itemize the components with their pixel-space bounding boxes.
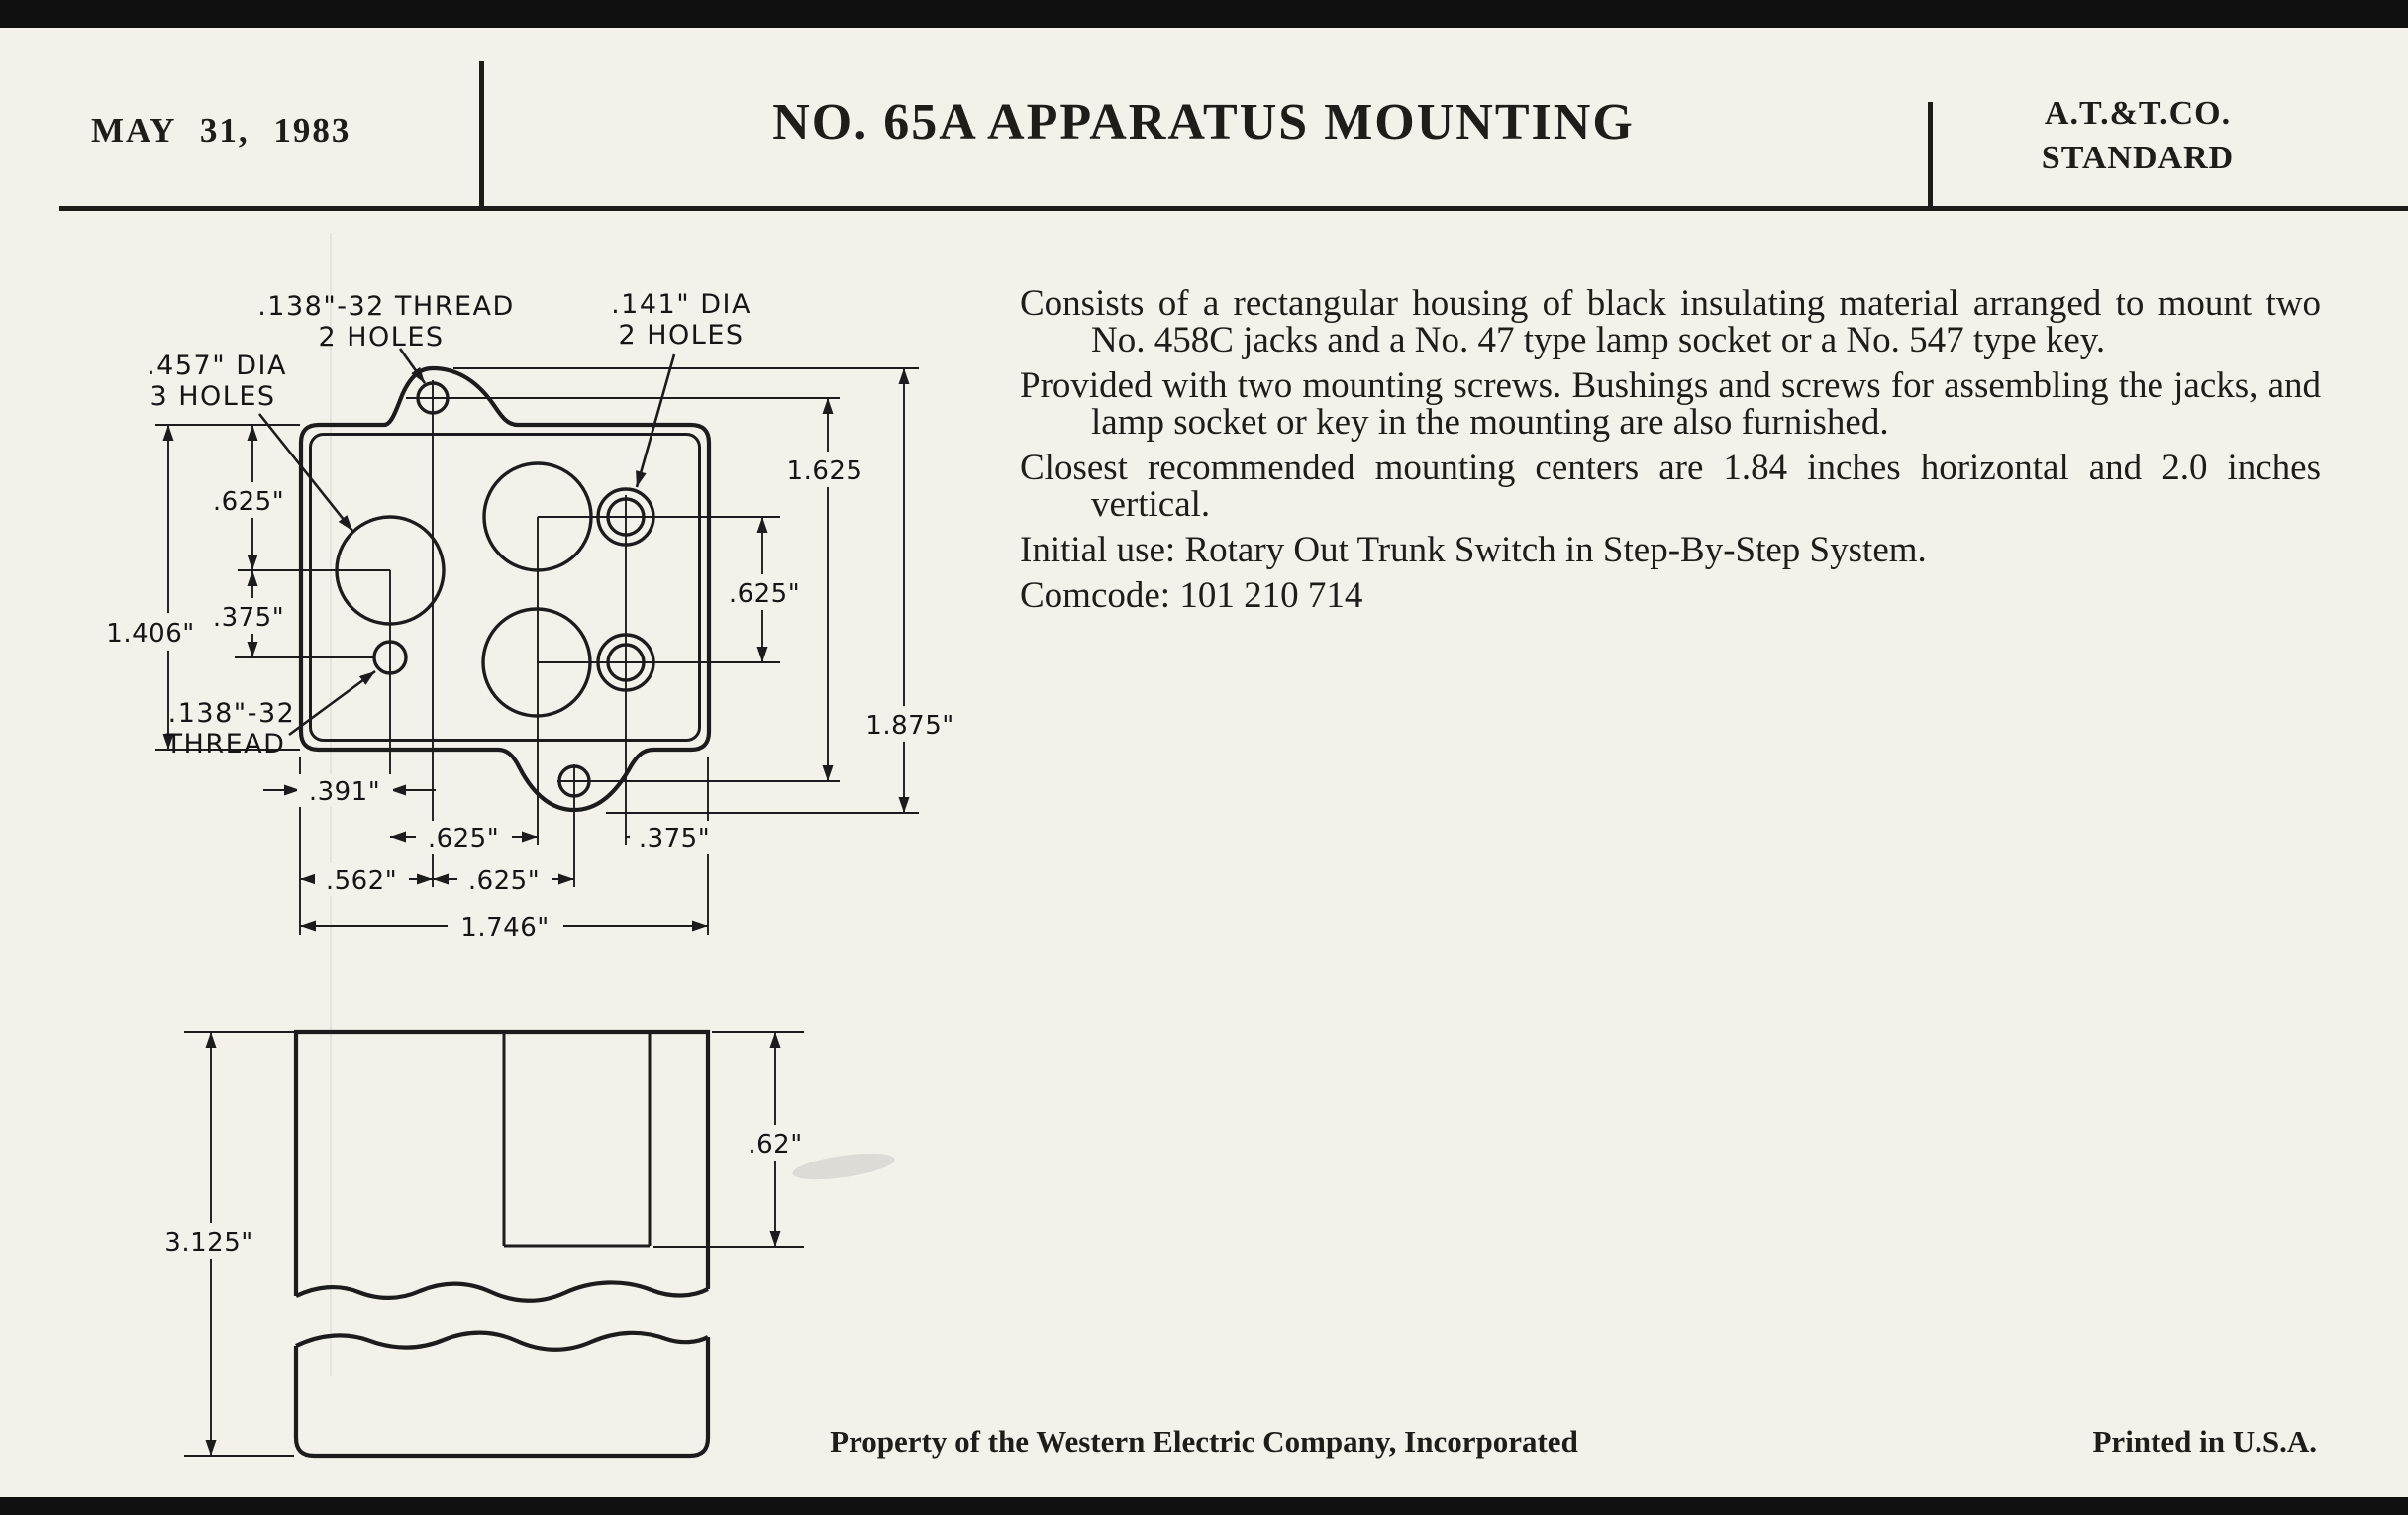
dim-left-hole-offset: .625"	[212, 487, 285, 517]
dim-tab-hole-spacing: .625"	[467, 866, 541, 896]
housing-inner-rim	[311, 435, 700, 741]
side-break-line-lower	[296, 1333, 708, 1350]
description-paragraph: Provided with two mounting screws. Bushings and screws for assembling the jacks, and lamp socket or key in the mounting are also furnished.	[1020, 365, 2321, 443]
callout-dia141-line2: 2 HOLES	[618, 320, 745, 351]
callout-dia457-line1: .457" DIA	[147, 351, 287, 381]
org-line2: STANDARD	[2041, 140, 2235, 176]
side-extension-lines	[184, 1032, 804, 1456]
dim-housing-width: 1.746"	[460, 913, 550, 943]
document-date: MAY 31, 1983	[91, 111, 351, 150]
side-upper-body	[296, 1032, 708, 1296]
callout-left-thread-line1: .138"-32	[167, 698, 296, 729]
callout-dia457-line2: 3 HOLES	[150, 381, 276, 412]
footer-property-note: Property of the Western Electric Company, Incorporated	[830, 1424, 1578, 1459]
housing-holes	[337, 383, 653, 796]
footer-printed-note: Printed in U.S.A.	[2092, 1424, 2317, 1459]
description-paragraph: Closest recommended mounting centers are 1.84 inches horizontal and 2.0 inches vertical.	[1020, 448, 2321, 525]
callout-top-thread-line2: 2 HOLES	[318, 322, 445, 353]
front-view	[97, 289, 966, 943]
dim-large-to-center-holes: .625"	[427, 824, 500, 854]
dim-edge-to-tab-hole: .562"	[325, 866, 398, 896]
description-paragraph: Initial use: Rotary Out Trunk Switch in Step-By-Step System.	[1020, 530, 1927, 570]
dim-center-to-jack-holes: .375"	[638, 824, 711, 854]
horizontal-dimension-lines	[263, 790, 711, 926]
dim-edge-to-large-hole: .391"	[308, 777, 381, 807]
callout-left-thread-line2: THREAD	[165, 729, 286, 759]
dim-jack-hole-span: .625"	[728, 579, 801, 609]
dim-side-height: 3.125"	[164, 1228, 253, 1258]
callout-dia141-line1: .141" DIA	[611, 289, 752, 320]
callout-top-thread-line1: .138"-32 THREAD	[257, 291, 515, 322]
dim-housing-height: 1.406"	[106, 619, 195, 649]
side-recess	[504, 1032, 650, 1246]
description-paragraph: Comcode: 101 210 714	[1020, 575, 1363, 616]
dim-tab-hole-span: 1.625	[786, 456, 863, 486]
dim-small-hole-offset: .375"	[212, 603, 285, 633]
org-line1: A.T.&T.CO.	[2044, 95, 2232, 132]
dim-recess-depth: .62"	[748, 1130, 803, 1160]
side-view	[153, 1032, 896, 1456]
dim-overall-height: 1.875"	[865, 711, 954, 741]
page-title: NO. 65A APPARATUS MOUNTING	[772, 94, 1635, 151]
description-paragraph: Consists of a rectangular housing of black insulating material arranged to mount two No. 458C jacks and a No. 47 type lamp socket or a No. 547 type key.	[1020, 283, 2321, 360]
side-break-line-upper	[296, 1282, 708, 1300]
